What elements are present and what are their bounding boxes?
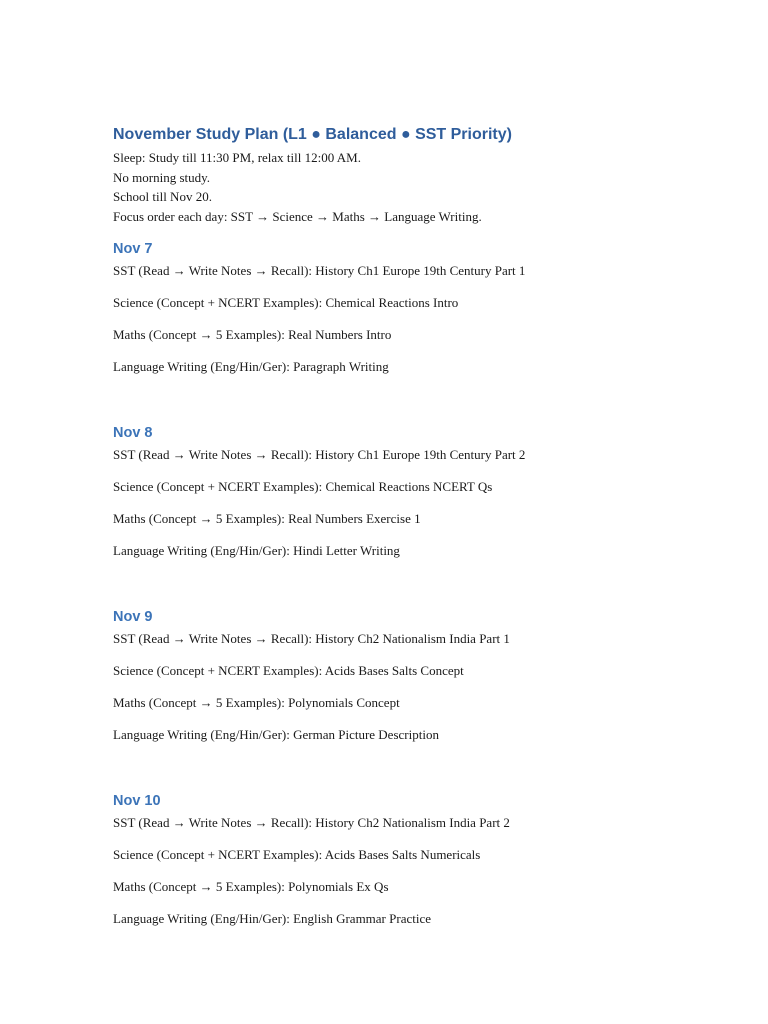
task-sst: SST (Read → Write Notes → Recall): History Ch2 Nationalism India Part 2 xyxy=(113,815,510,830)
intro-school: School till Nov 20. xyxy=(113,189,212,204)
task-science: Science (Concept + NCERT Examples): Acids Bases Salts Concept xyxy=(113,663,464,678)
task-maths: Maths (Concept → 5 Examples): Polynomials Ex Qs xyxy=(113,879,389,894)
document-page xyxy=(113,125,733,926)
task-language: Language Writing (Eng/Hin/Ger): English Grammar Practice xyxy=(113,911,431,926)
intro-morning: No morning study. xyxy=(113,169,211,185)
day-heading: Nov 9 xyxy=(113,609,153,625)
page-title: November Study Plan (L1 ● Balanced ● SST Priority) xyxy=(113,126,512,143)
task-language: Language Writing (Eng/Hin/Ger): German Picture Description xyxy=(113,727,439,742)
task-science: Science (Concept + NCERT Examples): Chemical Reactions NCERT Qs xyxy=(113,479,493,494)
intro-focus-order: Focus order each day: SST → Science → Maths → Language Writing. xyxy=(113,208,482,224)
task-sst: SST (Read → Write Notes → Recall): History Ch2 Nationalism India Part 1 xyxy=(113,631,510,646)
task-language: Language Writing (Eng/Hin/Ger): Hindi Letter Writing xyxy=(113,543,400,558)
task-language: Language Writing (Eng/Hin/Ger): Paragraph Writing xyxy=(113,359,389,374)
task-science: Science (Concept + NCERT Examples): Chemical Reactions Intro xyxy=(113,295,459,310)
day-heading: Nov 10 xyxy=(113,793,161,809)
task-sst: SST (Read → Write Notes → Recall): History Ch1 Europe 19th Century Part 1 xyxy=(113,263,526,278)
task-maths: Maths (Concept → 5 Examples): Polynomials Concept xyxy=(113,695,400,710)
task-maths: Maths (Concept → 5 Examples): Real Numbers Exercise 1 xyxy=(113,511,421,526)
day-heading: Nov 7 xyxy=(113,241,153,257)
task-maths: Maths (Concept → 5 Examples): Real Numbers Intro xyxy=(113,327,392,342)
day-heading: Nov 8 xyxy=(113,425,153,441)
intro-block xyxy=(113,148,482,226)
intro-sleep: Sleep: Study till 11:30 PM, relax till 12:00 AM. xyxy=(113,150,361,165)
task-science: Science (Concept + NCERT Examples): Acids Bases Salts Numericals xyxy=(113,847,481,862)
day-section-nov-9 xyxy=(113,608,733,742)
task-sst: SST (Read → Write Notes → Recall): History Ch1 Europe 19th Century Part 2 xyxy=(113,447,526,462)
day-section-nov-8 xyxy=(113,424,733,558)
day-section-nov-10 xyxy=(113,792,733,926)
day-section-nov-7 xyxy=(113,240,733,374)
